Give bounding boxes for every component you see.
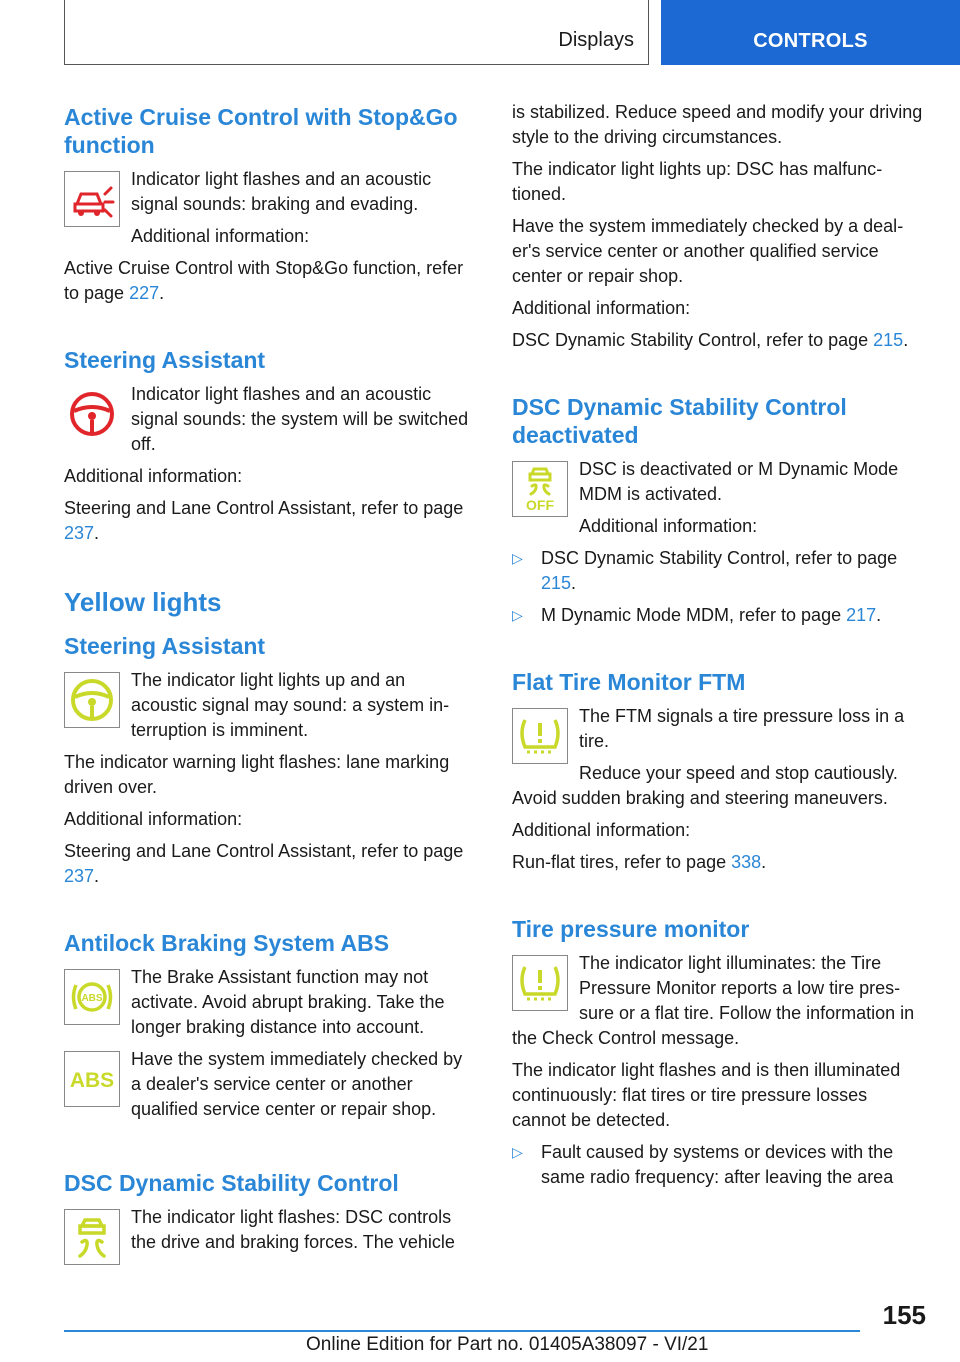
steering-red-text-2: Additional information: bbox=[64, 466, 243, 486]
acc-text-1: Indicator light flashes and an acoustic signal sounds: braking and evading. bbox=[131, 169, 432, 214]
chapter-tab[interactable] bbox=[661, 0, 960, 65]
tpm-block bbox=[512, 951, 924, 1058]
ftm-ref: Run-flat tires, refer to page 338. bbox=[512, 852, 767, 872]
dsc-off-icon bbox=[512, 461, 568, 517]
acc-block bbox=[64, 167, 476, 256]
heading-abs: Antilock Braking System ABS bbox=[64, 930, 390, 956]
dsc-block bbox=[64, 1205, 476, 1271]
dsc-text-1: The indicator light flashes: DSC controls the drive and braking forces. The vehicle bbox=[131, 1207, 455, 1252]
chapter-tab-label: CONTROLS bbox=[753, 30, 868, 52]
right-column bbox=[512, 100, 924, 1197]
ftm-text-2: Reduce your speed and stop cautiously. Avoid sudden braking and steering maneuvers. bbox=[512, 763, 898, 808]
section-label: Displays bbox=[558, 29, 634, 51]
ftm-block bbox=[512, 704, 924, 818]
page-link-217[interactable]: 217 bbox=[846, 605, 877, 625]
triangle-bullet-icon: ▷ bbox=[512, 607, 523, 623]
tpm-text-1: The indicator light illuminates: the Tire Pressure Monitor reports a low tire pressure or a flat tire. Follow the information in the Check Control message. bbox=[512, 953, 915, 1048]
steering-wheel-yellow-icon bbox=[64, 672, 120, 728]
steering-yellow-block bbox=[64, 668, 476, 750]
dsc-cont-ref: DSC Dynamic Stability Control, refer to page 215. bbox=[512, 330, 909, 350]
heading-acc: Active Cruise Control with Stop&Go function bbox=[64, 104, 458, 158]
acc-warning-icon bbox=[64, 171, 120, 227]
steering-yellow-ref: Steering and Lane Control Assistant, refer to page 237. bbox=[64, 841, 464, 886]
left-column bbox=[64, 100, 476, 1271]
heading-steering-yellow: Steering Assistant bbox=[64, 633, 266, 659]
steering-yellow-text-2: The indicator warning light flashes: lane marking driven over. bbox=[64, 752, 450, 797]
dsc-off-block bbox=[512, 457, 924, 546]
acc-ref: Active Cruise Control with Stop&Go function, refer to page 227. bbox=[64, 258, 464, 303]
dsc-off-text-2: Additional information: bbox=[579, 516, 758, 536]
dsc-cont-text-4: Additional information: bbox=[512, 298, 691, 318]
page-link-338[interactable]: 338 bbox=[731, 852, 762, 872]
heading-tpm: Tire pressure monitor bbox=[512, 916, 750, 942]
steering-red-ref: Steering and Lane Control Assistant, refer to page 237. bbox=[64, 498, 464, 543]
heading-yellow-lights: Yellow lights bbox=[64, 587, 222, 617]
dsc-cont-text-3: Have the system immediately checked by a dealer's service center or another qualified service center or repair shop. bbox=[512, 216, 904, 286]
tire-pressure-icon bbox=[512, 955, 568, 1011]
heading-steering-red: Steering Assistant bbox=[64, 347, 266, 373]
steering-red-block bbox=[64, 382, 476, 464]
abs-text-icon bbox=[64, 1051, 120, 1107]
dsc-off-text-1: DSC is deactivated or M Dynamic Mode MDM is activated. bbox=[579, 459, 899, 504]
steering-yellow-text-3: Additional information: bbox=[64, 809, 243, 829]
ftm-text-3: Additional information: bbox=[512, 820, 691, 840]
tire-pressure-icon bbox=[512, 708, 568, 764]
acc-text-2: Additional information: bbox=[131, 226, 310, 246]
dsc-skid-icon bbox=[64, 1209, 120, 1265]
svg-text:ABS: ABS bbox=[69, 1069, 115, 1092]
page-link-237[interactable]: 237 bbox=[64, 523, 95, 543]
dsc-cont-text-1: is stabilized. Reduce speed and modify your driving style to the driving circumstances. bbox=[512, 102, 923, 147]
dsc-cont-text-2: The indicator light lights up: DSC has malfunctioned. bbox=[512, 159, 883, 204]
ftm-text-1: The FTM signals a tire pressure loss in a tire. bbox=[579, 706, 905, 751]
header-frame bbox=[64, 0, 649, 65]
heading-ftm: Flat Tire Monitor FTM bbox=[512, 669, 746, 695]
footer-divider bbox=[64, 1330, 860, 1332]
page-link-215b[interactable]: 215 bbox=[541, 573, 572, 593]
dsc-off-list bbox=[512, 546, 924, 628]
abs-circle-icon bbox=[64, 969, 120, 1025]
page-number: 155 bbox=[882, 1300, 926, 1330]
steering-red-text-1: Indicator light flashes and an acoustic signal sounds: the system will be switched off. bbox=[131, 384, 469, 454]
page-link-237b[interactable]: 237 bbox=[64, 866, 95, 886]
heading-dsc-off: DSC Dynamic Stability Control deactivated bbox=[512, 394, 847, 448]
edition-note: Online Edition for Part no. 01405A38097 - VI/21 bbox=[306, 1334, 709, 1355]
list-item: ▷ Fault caused by systems or devices with the same radio frequency: after leaving the area bbox=[512, 1142, 894, 1187]
abs-block-1 bbox=[64, 965, 476, 1047]
list-item: ▷ DSC Dynamic Stability Control, refer to page 215. bbox=[512, 548, 898, 593]
tpm-text-2: The indicator light flashes and is then illuminated continuously: flat tires or tire pressure losses cannot be detected. bbox=[512, 1060, 901, 1130]
page-link-215[interactable]: 215 bbox=[873, 330, 904, 350]
steering-wheel-red-icon bbox=[64, 386, 120, 442]
abs-block-2 bbox=[64, 1047, 476, 1129]
page-link-227[interactable]: 227 bbox=[129, 283, 160, 303]
abs-text-1: The Brake Assistant function may not activate. Avoid abrupt braking. Take the longer braking distance into account. bbox=[131, 967, 445, 1037]
list-item: ▷ M Dynamic Mode MDM, refer to page 217. bbox=[512, 603, 924, 628]
svg-text:OFF: OFF bbox=[526, 497, 554, 513]
tpm-list bbox=[512, 1140, 924, 1190]
abs-text-2: Have the system immediately checked by a dealer's service center or another qualified service center or repair shop. bbox=[131, 1049, 463, 1119]
triangle-bullet-icon: ▷ bbox=[512, 1144, 523, 1160]
triangle-bullet-icon: ▷ bbox=[512, 550, 523, 566]
heading-dsc: DSC Dynamic Stability Control bbox=[64, 1170, 399, 1196]
steering-yellow-text-1: The indicator light lights up and an acoustic signal may sound: a system interruption is imminent. bbox=[131, 670, 450, 740]
svg-text:ABS: ABS bbox=[81, 993, 103, 1004]
page-header bbox=[0, 0, 960, 66]
